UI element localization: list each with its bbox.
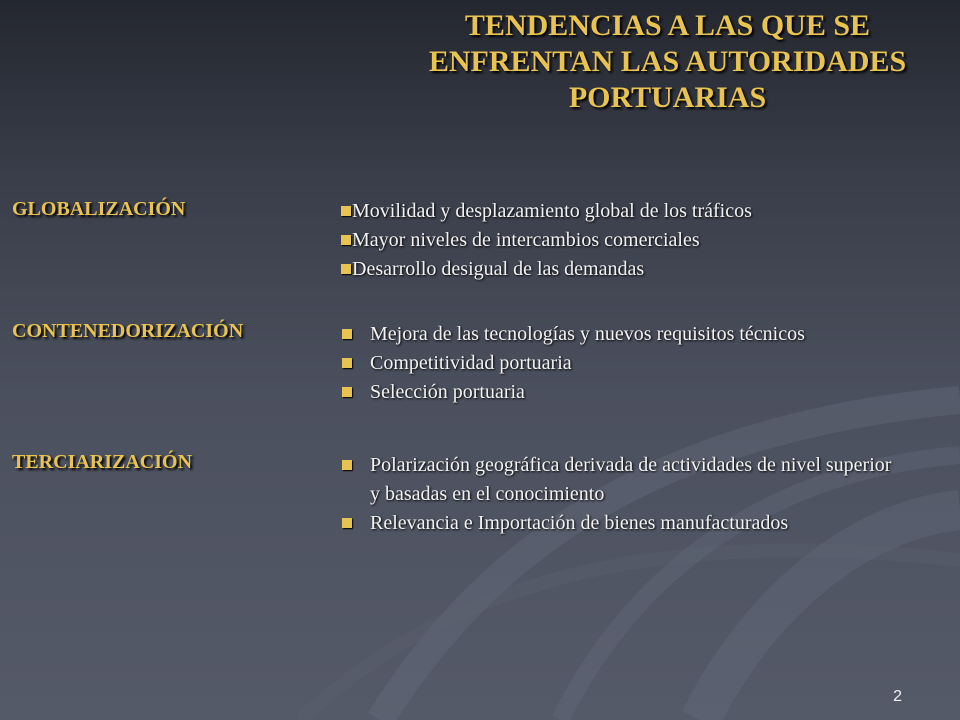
slide-title bbox=[330, 8, 960, 116]
list-item-text: Mejora de las tecnologías y nuevos requisitos técnicos bbox=[370, 323, 805, 345]
list-item-text: Desarrollo desigual de las demandas bbox=[352, 258, 645, 280]
term-globalizacion: GLOBALIZACIÓN bbox=[12, 198, 186, 220]
bullet-icon bbox=[341, 264, 351, 274]
page-number: 2 bbox=[893, 688, 902, 705]
list-item bbox=[340, 197, 940, 226]
term-contenedorizacion: CONTENEDORIZACIÓN bbox=[12, 320, 244, 342]
list-item-text: Mayor niveles de intercambios comerciales bbox=[352, 229, 700, 251]
term-terciarizacion: TERCIARIZACIÓN bbox=[12, 451, 193, 473]
list-terciarizacion bbox=[340, 451, 900, 538]
list-contenedorizacion bbox=[340, 320, 940, 407]
list-item-text: Relevancia e Importación de bienes manufacturados bbox=[370, 512, 789, 534]
list-item bbox=[340, 320, 940, 349]
list-item-text: Selección portuaria bbox=[370, 381, 525, 403]
list-item-text: Movilidad y desplazamiento global de los tráficos bbox=[352, 200, 752, 222]
bullet-icon bbox=[341, 206, 351, 216]
bullet-icon bbox=[341, 235, 351, 245]
bullet-icon bbox=[342, 387, 352, 397]
title-line-1: TENDENCIAS A LAS QUE SE bbox=[464, 9, 871, 42]
list-item bbox=[340, 349, 940, 378]
bullet-icon bbox=[342, 460, 352, 470]
bullet-icon bbox=[342, 358, 352, 368]
list-globalizacion bbox=[340, 197, 940, 284]
list-item-text: Competitividad portuaria bbox=[370, 352, 572, 374]
list-item bbox=[340, 509, 900, 538]
list-item bbox=[340, 226, 940, 255]
title-line-3: PORTUARIAS bbox=[568, 81, 767, 114]
list-item-text: Polarización geográfica derivada de actividades de nivel superior y basadas en el conocimiento bbox=[370, 454, 892, 505]
bullet-icon bbox=[342, 329, 352, 339]
list-item bbox=[340, 451, 900, 509]
list-item bbox=[340, 255, 940, 284]
title-line-2: ENFRENTAN LAS AUTORIDADES bbox=[428, 45, 907, 78]
list-item bbox=[340, 378, 940, 407]
bullet-icon bbox=[342, 518, 352, 528]
